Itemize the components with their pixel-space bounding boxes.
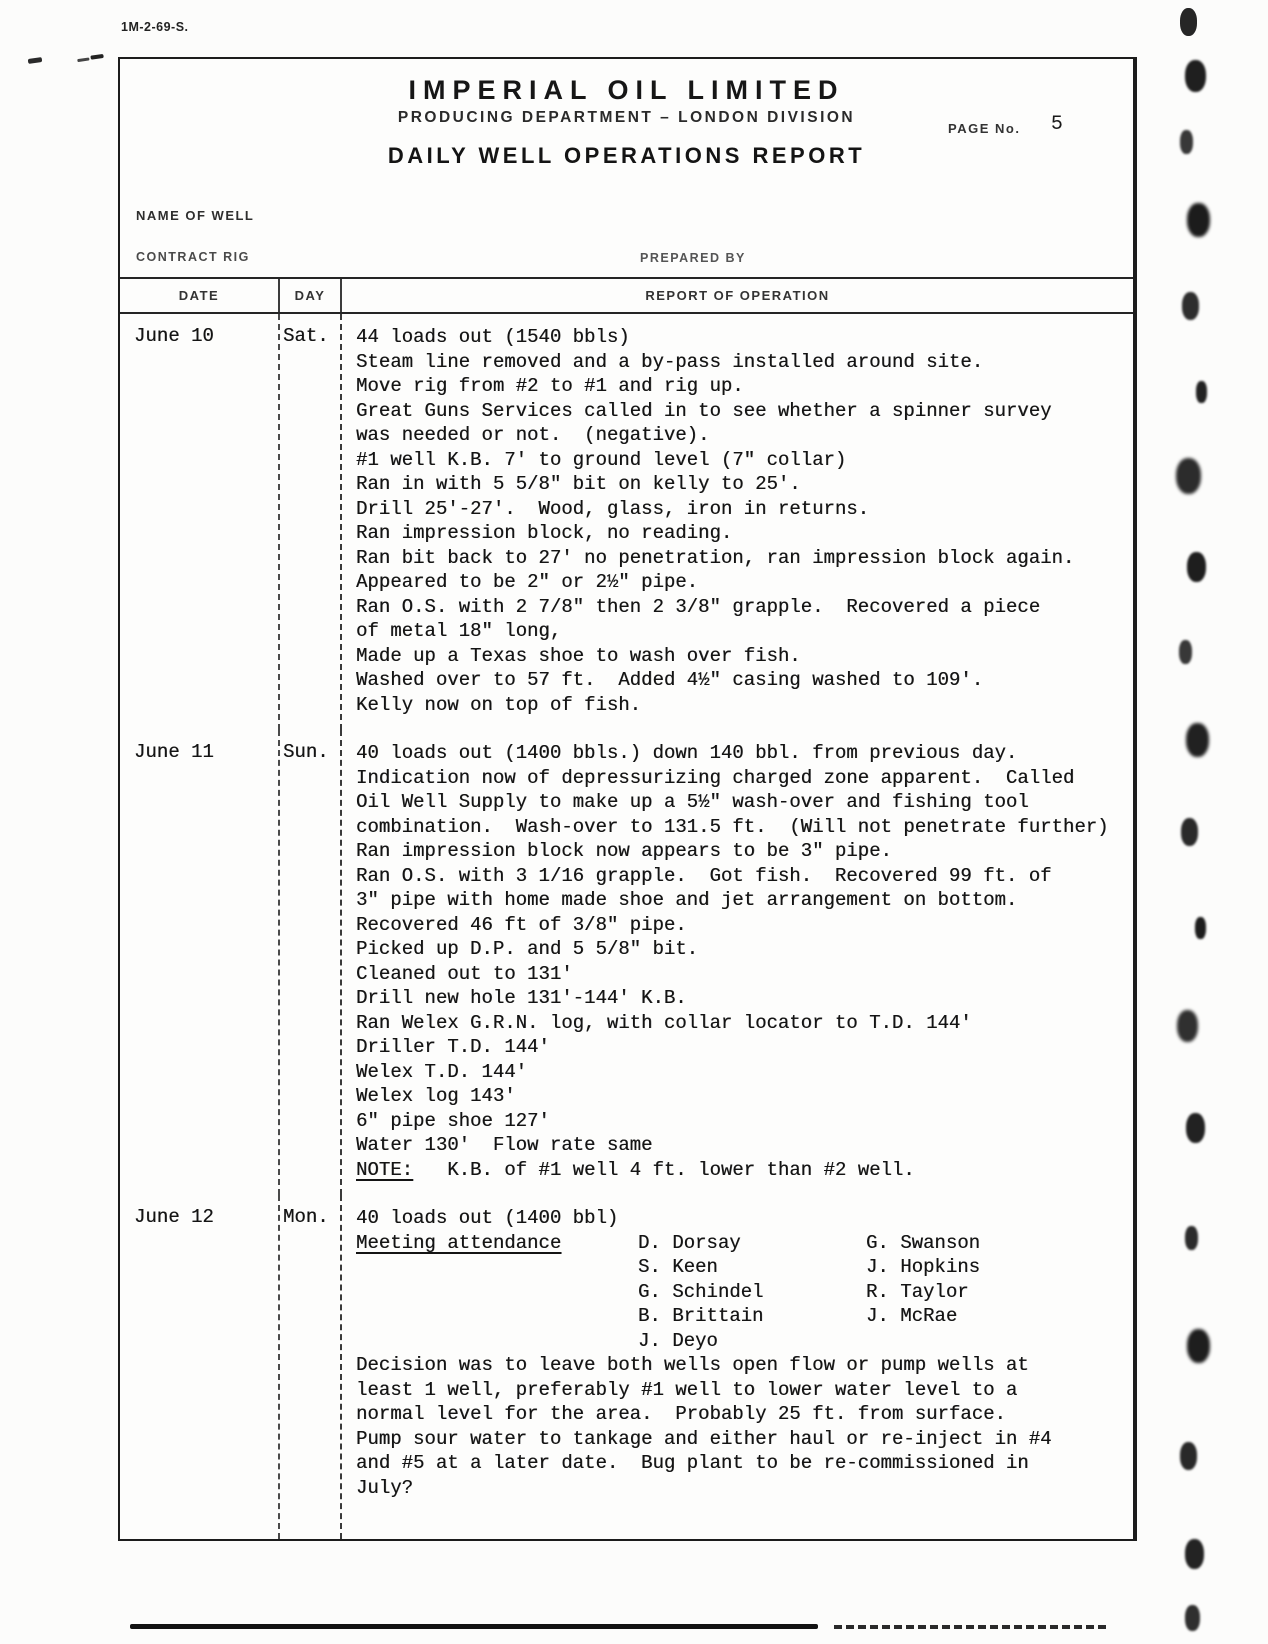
report-line: Ran Welex G.R.N. log, with collar locator to T.D. 144' bbox=[356, 1011, 972, 1034]
report-entry bbox=[120, 1195, 1133, 1539]
report-line: Ran O.S. with 2 7/8" then 2 3/8" grapple. Recovered a piece bbox=[356, 595, 1041, 618]
report-entry bbox=[120, 314, 1133, 730]
entry-report bbox=[342, 730, 1133, 1195]
column-header-date: DATE bbox=[120, 279, 280, 312]
bottom-rule-dashed bbox=[834, 1625, 1106, 1629]
attendee-name: D. Dorsay bbox=[638, 1231, 741, 1254]
entry-date: June 10 bbox=[120, 314, 280, 730]
name-of-well-label: NAME OF WELL bbox=[136, 208, 255, 223]
report-line: combination. Wash-over to 131.5 ft. (Will not penetrate further) bbox=[356, 815, 1109, 838]
report-line: Welex T.D. 144' bbox=[356, 1060, 528, 1083]
report-line: Ran bit back to 27' no penetration, ran impression block again. bbox=[356, 546, 1075, 569]
report-line: 40 loads out (1400 bbls.) down 140 bbl. from previous day. bbox=[356, 742, 1018, 764]
department-subtitle: PRODUCING DEPARTMENT – LONDON DIVISION bbox=[397, 109, 856, 126]
attendee-name: J. Hopkins bbox=[866, 1256, 981, 1278]
report-line: Ran in with 5 5/8" bit on kelly to 25'. bbox=[356, 473, 801, 495]
report-line: Oil Well Supply to make up a 5½" wash-over and fishing tool bbox=[356, 791, 1029, 813]
company-title: IMPERIAL OIL LIMITED bbox=[408, 75, 845, 105]
report-line: Cleaned out to 131' bbox=[356, 962, 573, 985]
report-line: 40 loads out (1400 bbl) bbox=[356, 1207, 619, 1229]
table-header-row bbox=[120, 277, 1133, 314]
page-no-label: PAGE No. bbox=[948, 121, 1021, 136]
report-line: Washed over to 57 ft. Added 4½" casing washed to 109'. bbox=[356, 669, 984, 691]
meeting-attendance bbox=[356, 1231, 1129, 1354]
entry-date: June 11 bbox=[120, 730, 280, 1195]
page-no-value: 5 bbox=[1050, 113, 1063, 136]
page-number-block bbox=[948, 113, 1063, 140]
attendee-name: B. Brittain bbox=[638, 1305, 764, 1327]
attendance-heading-cell bbox=[356, 1231, 638, 1256]
report-line: least 1 well, preferably #1 well to lower water level to a bbox=[356, 1378, 1018, 1401]
report-line: and #5 at a later date. Bug plant to be re-commissioned in bbox=[356, 1452, 1029, 1474]
column-header-day: DAY bbox=[280, 279, 342, 312]
report-line: Indication now of depressurizing charged zone apparent. Called bbox=[356, 766, 1075, 789]
report-line: Pump sour water to tankage and either haul or re-inject in #4 bbox=[356, 1427, 1052, 1450]
attendance-row bbox=[356, 1255, 1129, 1280]
report-line: was needed or not. (negative). bbox=[356, 424, 710, 446]
report-line: 3" pipe with home made shoe and jet arrangement on bottom. bbox=[356, 889, 1018, 911]
form-header bbox=[120, 59, 1133, 277]
attendance-heading-cell bbox=[356, 1255, 638, 1280]
form-number: 1M-2-69-S. bbox=[121, 20, 189, 34]
report-line: Ran O.S. with 3 1/16 grapple. Got fish. Recovered 99 ft. of bbox=[356, 864, 1052, 887]
report-line: Decision was to leave both wells open flow or pump wells at bbox=[356, 1354, 1029, 1376]
attendance-heading: Meeting attendance bbox=[356, 1231, 562, 1254]
report-note-line bbox=[356, 1158, 1129, 1183]
entry-day: Sat. bbox=[280, 314, 342, 730]
report-line: normal level for the area. Probably 25 ft. from surface. bbox=[356, 1403, 1006, 1425]
attendance-heading-cell bbox=[356, 1304, 638, 1329]
report-line: Picked up D.P. and 5 5/8" bit. bbox=[356, 938, 699, 960]
attendance-heading-cell bbox=[356, 1280, 638, 1305]
report-line: Move rig from #2 to #1 and rig up. bbox=[356, 375, 744, 397]
attendee-name: S. Keen bbox=[638, 1256, 718, 1278]
report-line: July? bbox=[356, 1476, 414, 1499]
report-title: DAILY WELL OPERATIONS REPORT bbox=[387, 143, 866, 168]
report-line: Driller T.D. 144' bbox=[356, 1036, 550, 1058]
report-line: Drill 25'-27'. Wood, glass, iron in returns. bbox=[356, 497, 870, 520]
attendee-name: J. McRae bbox=[866, 1305, 958, 1327]
attendance-row bbox=[356, 1329, 1129, 1354]
contract-rig-label: CONTRACT RIG bbox=[136, 250, 250, 264]
report-line: Kelly now on top of fish. bbox=[356, 693, 642, 716]
bottom-rule-solid bbox=[130, 1624, 818, 1629]
attendance-row bbox=[356, 1280, 1129, 1305]
note-label: NOTE: bbox=[356, 1158, 414, 1181]
attendee-name bbox=[866, 1329, 1129, 1354]
attendee-name: G. Swanson bbox=[866, 1231, 981, 1254]
report-line: Made up a Texas shoe to wash over fish. bbox=[356, 644, 801, 667]
report-line: Great Guns Services called in to see whether a spinner survey bbox=[356, 399, 1052, 422]
entry-day: Sun. bbox=[280, 730, 342, 1195]
note-text: K.B. of #1 well 4 ft. lower than #2 well. bbox=[413, 1158, 915, 1181]
attendee-name: J. Deyo bbox=[638, 1329, 718, 1352]
report-entry bbox=[120, 730, 1133, 1195]
scan-artifacts bbox=[1180, 8, 1197, 36]
entry-date: June 12 bbox=[120, 1195, 280, 1539]
attendance-row bbox=[356, 1231, 1129, 1256]
report-line: Water 130' Flow rate same bbox=[356, 1134, 653, 1156]
prepared-by-label: PREPARED BY bbox=[640, 251, 746, 265]
report-line: #1 well K.B. 7' to ground level (7" collar) bbox=[356, 448, 847, 471]
report-line: Steam line removed and a by-pass installed around site. bbox=[356, 350, 984, 373]
column-header-report: REPORT OF OPERATION bbox=[645, 288, 830, 303]
attendee-name: G. Schindel bbox=[638, 1280, 764, 1303]
attendee-name: R. Taylor bbox=[866, 1280, 969, 1303]
report-line: Drill new hole 131'-144' K.B. bbox=[356, 987, 687, 1009]
report-line: of metal 18" long, bbox=[356, 620, 562, 642]
entry-report bbox=[342, 314, 1133, 730]
attendance-heading-cell bbox=[356, 1329, 638, 1354]
entry-day: Mon. bbox=[280, 1195, 342, 1539]
report-line: Recovered 46 ft of 3/8" pipe. bbox=[356, 913, 687, 936]
report-line: 44 loads out (1540 bbls) bbox=[356, 326, 630, 348]
report-line: Ran impression block, no reading. bbox=[356, 522, 733, 544]
report-line: 6" pipe shoe 127' bbox=[356, 1109, 550, 1132]
entry-report bbox=[342, 1195, 1133, 1539]
report-line: Ran impression block now appears to be 3" pipe. bbox=[356, 840, 892, 862]
report-entries bbox=[120, 314, 1133, 1539]
report-line: Appeared to be 2" or 2½" pipe. bbox=[356, 571, 699, 593]
attendance-row bbox=[356, 1304, 1129, 1329]
daily-report-form bbox=[118, 57, 1137, 1541]
report-line: Welex log 143' bbox=[356, 1085, 516, 1107]
scan-mark bbox=[28, 57, 43, 64]
